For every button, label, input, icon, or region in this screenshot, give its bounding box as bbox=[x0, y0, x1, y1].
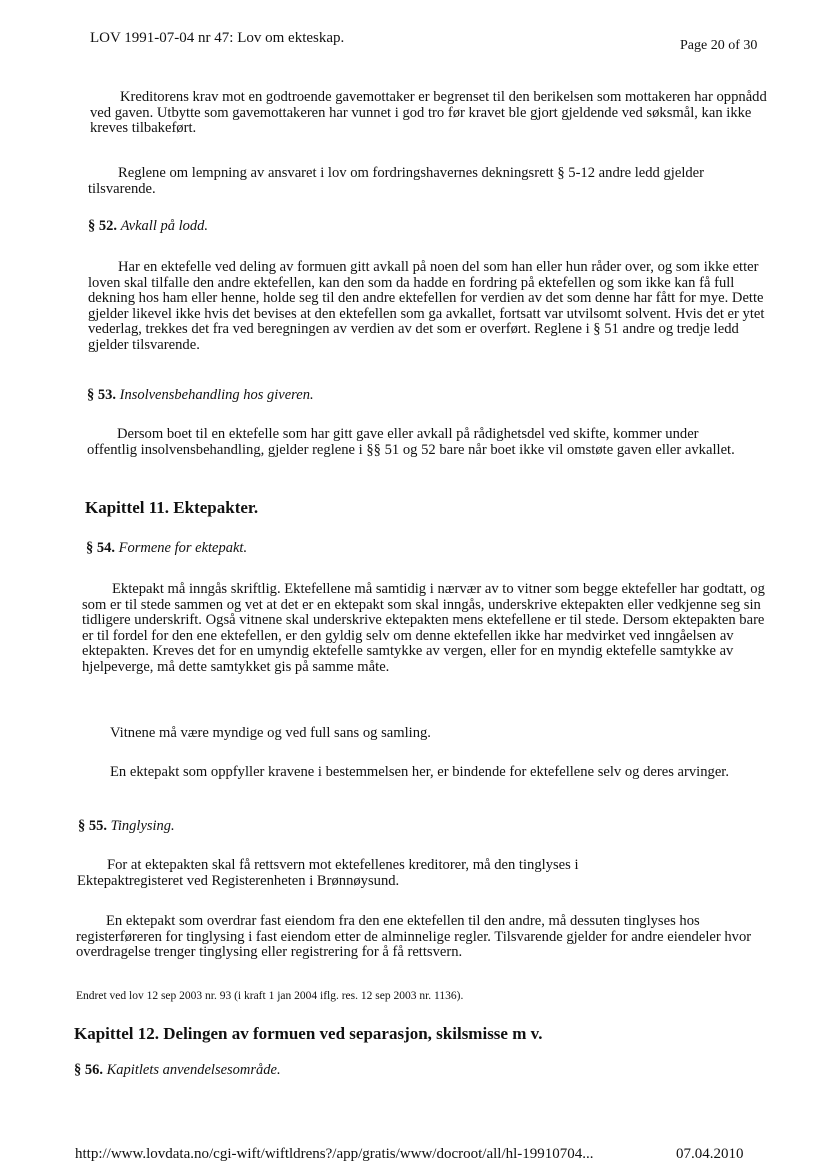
paragraph: Kreditorens krav mot en godtroende gavemottaker er begrenset til den berikelsen som mottakeren har oppnådd ved gaven. Utbytte som gavemottakeren har vunnet i god tro før kravet ble gjort gjeldende ved søksmål, kan ikke kreves tilbakeført. bbox=[90, 89, 767, 136]
section-heading-54 bbox=[86, 540, 247, 557]
paragraph: Reglene om lempning av ansvaret i lov om fordringshavernes dekningsrett § 5-12 andre ledd gjelder tilsvarende. bbox=[88, 165, 705, 197]
paragraph: Vitnene må være myndige og ved full sans og samling. bbox=[110, 725, 431, 741]
chapter-heading-12: Kapittel 12. Delingen av formuen ved separasjon, skilsmisse m v. bbox=[74, 1024, 543, 1043]
footer-url: http://www.lovdata.no/cgi-wift/wiftldrens?/app/gratis/www/docroot/all/hl-19910704... bbox=[75, 1146, 594, 1162]
paragraph: Dersom boet til en ektefelle som har gitt gave eller avkall på rådighetsdel ved skifte, kommer under offentlig insolvensbehandling, gjelder reglene i §§ 51 og 52 bare når boet ikke vil omstøte gaven eller avkallet. bbox=[87, 426, 735, 458]
paragraph: For at ektepakten skal få rettsvern mot ektefellenes kreditorer, må den tinglyses i Ektepaktregisteret ved Registerenheten i Brønnøysund. bbox=[77, 857, 579, 889]
amendment-note: Endret ved lov 12 sep 2003 nr. 93 (i kraft 1 jan 2004 iflg. res. 12 sep 2003 nr. 1136). bbox=[76, 990, 464, 1002]
section-number: § 55. bbox=[78, 818, 107, 834]
section-title: Formene for ektepakt. bbox=[118, 540, 248, 556]
paragraph: Ektepakt må inngås skriftlig. Ektefellene må samtidig i nærvær av to vitner som begge ektefeller har godtatt, og som er til stede sammen og vet at det er en ektepakt som skal inngås, underskrive ektepakten eller vedkjenne seg sin tidligere underskrift. Også vitnene skal underskrive ektepakten mens ektefellene er til stede. Dersom ektepakten bare er til fordel for den ene ektefellen, er den gyldig selv om denne ektefellen ikke har medvirket ved inngåelsen av ektepakten. Kreves det for en umyndig ektefelle samtykke av vergen, eller for en myndig ektefelle samtykke av hjelpeverge, må dette samtykket gis på samme måte. bbox=[82, 581, 765, 675]
page-header-title: LOV 1991-07-04 nr 47: Lov om ekteskap. bbox=[90, 30, 345, 46]
section-number: § 56. bbox=[74, 1062, 103, 1078]
paragraph: Har en ektefelle ved deling av formuen gitt avkall på noen del som han eller hun råder over, og som ikke etter loven skal tilfalle den andre ektefellen, kan den som da hadde en fordring på ektefellen og som ikke kan få full dekning hos ham eller henne, holde seg til den andre ektefellen for verdien av det som denne har fått for mye. Dette gjelder likevel ikke hvis det bevises at den ektefellen som ga avkallet, fortsatt var utvilsomt solvent. Hvis det er ytet vederlag, trekkes det fra ved beregningen av verdien av det som er overført. Reglene i § 51 andre og tredje ledd gjelder tilsvarende. bbox=[88, 259, 765, 353]
section-title: Insolvensbehandling hos giveren. bbox=[119, 387, 314, 403]
section-title: Avkall på lodd. bbox=[120, 218, 209, 234]
section-heading-55 bbox=[78, 818, 175, 835]
section-heading-56 bbox=[74, 1062, 281, 1079]
page-number: Page 20 of 30 bbox=[680, 38, 758, 53]
paragraph: En ektepakt som overdrar fast eiendom fra den ene ektefellen til den andre, må dessuten tinglyses hos registerføreren for tinglysing i fast eiendom etter de alminnelige regler. Tilsvarende gjelder for andre eiendeler hvor overdragelse trenger tinglysing eller registrering for å få rettsvern. bbox=[76, 913, 752, 960]
paragraph: En ektepakt som oppfyller kravene i bestemmelsen her, er bindende for ektefellene selv og deres arvinger. bbox=[110, 764, 730, 780]
footer-date: 07.04.2010 bbox=[676, 1146, 744, 1162]
section-title: Tinglysing. bbox=[110, 818, 175, 834]
chapter-heading-11: Kapittel 11. Ektepakter. bbox=[85, 498, 259, 517]
section-heading-53 bbox=[87, 387, 314, 404]
section-number: § 53. bbox=[87, 387, 116, 403]
section-number: § 52. bbox=[88, 218, 117, 234]
section-heading-52 bbox=[88, 218, 208, 235]
section-number: § 54. bbox=[86, 540, 115, 556]
section-title: Kapitlets anvendelsesområde. bbox=[106, 1062, 281, 1078]
